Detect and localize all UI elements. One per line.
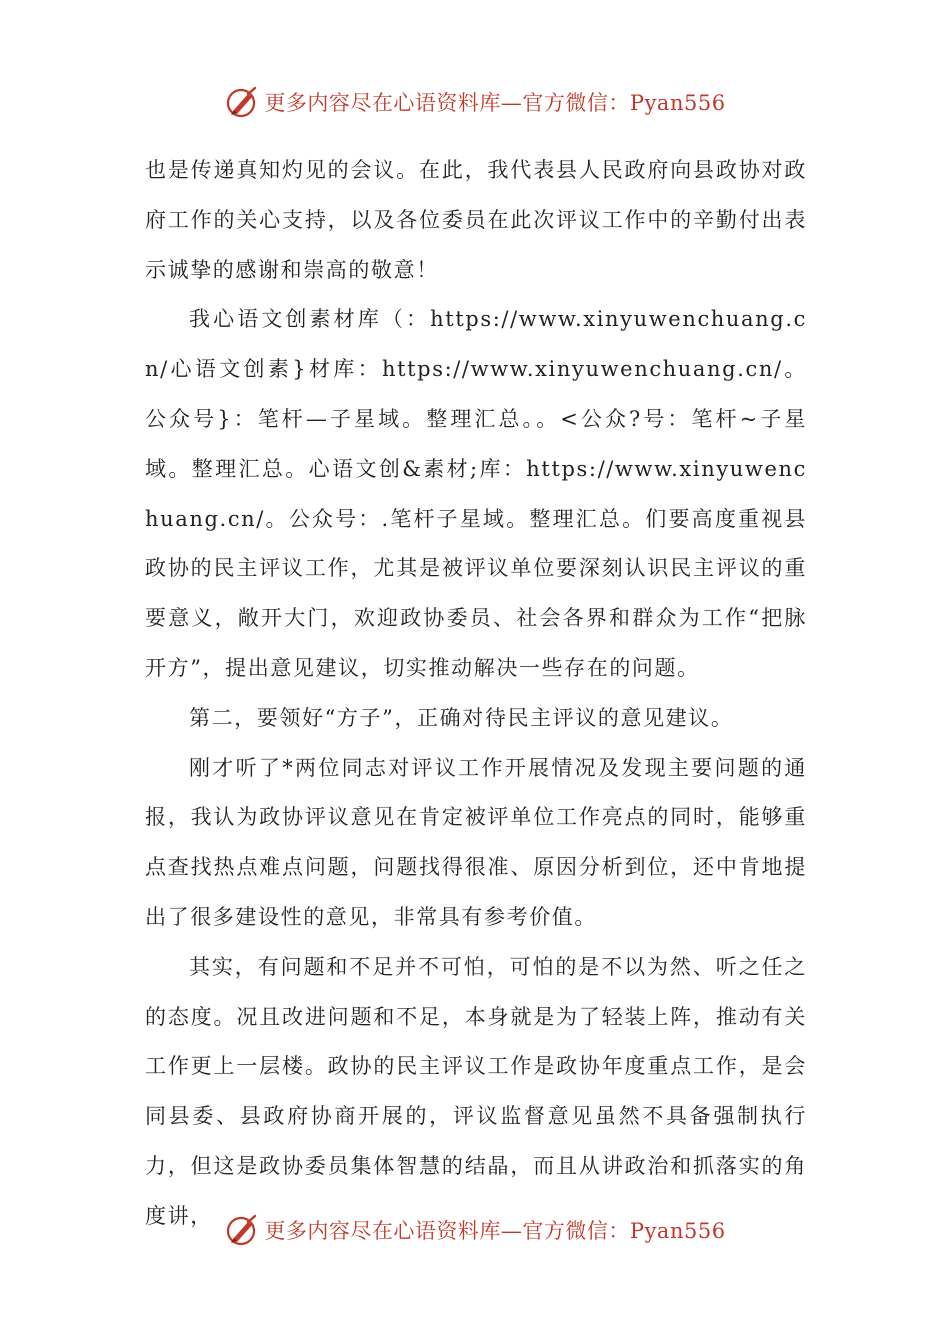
paragraph: 也是传递真知灼见的会议。在此，我代表县人民政府向县政协对政府工作的关心支持，以及各位委员在此次评议工作中的辛勤付出表示诚挚的感谢和崇高的敬意！ <box>145 158 807 282</box>
paragraph: 其实，有问题和不足并不可怕，可怕的是不以为然、听之任之的态度。况且改进问题和不足，本身就是为了轻装上阵，推动有关工作更上一层楼。政协的民主评议工作是政协年度重点工作，是会同县委、县政府协商开展的，评议监督意见虽然不具备强制执行力，但这是政协委员集体智慧的结晶，而且从讲政治和抓落实的角度讲， <box>145 954 807 1228</box>
paragraph: 第二，要领好“方子”，正确对待民主评议的意见建议。 <box>189 705 734 730</box>
pen-logo-icon <box>224 84 260 120</box>
paragraph: 我心语文创素材库（：https://www.xinyuwenchuang.cn/心语文创素}材库：https://www.xinyuwenchuang.cn/。公众号}：笔杆—子星域。整理汇总。。<公众?号：笔杆~子星域。整理汇总。心语文创&素材;库：https://www.xinyuwenchuang.cn/。公众号：.笔杆子星域。整理汇总。们要高度重视县政协的民主评议工作，尤其是被评议单位要深刻认识民主评议的重要意义，敞开大门，欢迎政协委员、社会各界和群众为工作“把脉开方”，提出意见建议，切实推动解决一些存在的问题。 <box>145 307 807 680</box>
banner-text: 更多内容尽在心语资料库—官方微信：Pyan556 <box>264 91 726 115</box>
document-body <box>145 146 807 1242</box>
paragraph: 刚才听了*两位同志对评议工作开展情况及发现主要问题的通报，我认为政协评议意见在肯定被评单位工作亮点的同时，能够重点查找热点难点问题，问题找得很准、原因分析到位，还中肯地提出了很多建设性的意见，非常具有参考价值。 <box>145 755 807 929</box>
pen-logo-icon <box>224 1212 260 1248</box>
footer-banner <box>0 1208 950 1252</box>
banner-text: 更多内容尽在心语资料库—官方微信：Pyan556 <box>264 1219 726 1243</box>
header-banner <box>0 80 950 124</box>
